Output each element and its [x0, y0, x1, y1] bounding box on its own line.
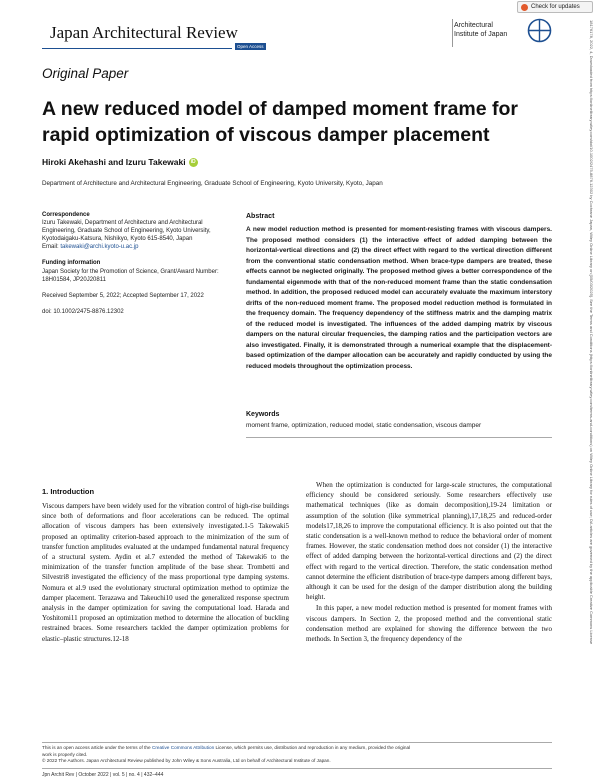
article-metadata	[42, 211, 232, 324]
keywords-heading: Keywords	[246, 411, 280, 418]
article-doi[interactable]: doi: 10.1002/2475-8876.12302	[42, 308, 124, 315]
header-divider	[452, 19, 453, 47]
journal-name: Japan Architectural Review	[50, 23, 238, 42]
intro-right-column	[306, 480, 552, 645]
abstract-heading: Abstract	[246, 213, 275, 220]
keywords-list: moment frame, optimization, reduced model, static condensation, viscous damper	[246, 422, 482, 429]
email-label: Email:	[42, 244, 61, 251]
funding-block	[42, 259, 232, 283]
license-text-pre: This is an open access article under the terms of the	[42, 745, 152, 750]
download-notice: 18176178, 2022, 4, Downloaded from https://onlinelibrary.wiley.com/doi/10.1002/2475-8876.12302 by Cochrane Japan, Wiley Online Library on [05/03/2025]. See the Terms and Conditions (https://onlinelibrary.wiley.com/terms-and-conditions) on Wiley Online Library for rules of use; OA articles are governed by the applicable Creative Commons License	[589, 20, 594, 645]
updates-icon	[521, 4, 528, 11]
license-line	[42, 745, 562, 752]
publisher-name-line1: Architectural	[454, 22, 493, 29]
section-heading-introduction: 1. Introduction	[42, 487, 95, 496]
email-link[interactable]: takewaki@archi.kyoto-u.ac.jp	[60, 244, 139, 251]
paper-type: Original Paper	[42, 66, 129, 81]
open-access-badge: Open Access	[237, 44, 264, 49]
authors	[42, 157, 198, 167]
check-for-updates-label: Check for updates	[531, 4, 580, 10]
intro-left-column: Viscous dampers have been widely used for the vibration control of high-rise buildings since both of deformations and floor accelerations can be reduced. The optimal allocation of viscous dampers has been extensively investigated.1-5 Takewaki5 proposed an optimality criterion-based approach to the minimization of the sum of transfer function amplitudes evaluated at the undamped fundamental natural frequency of a structural system. Aydin et al.7 extended the method of Takewaki6 to the minimization of the transfer function amplitude of the base shear. Trombetti and Silvestri8 investigated the efficiency of the mass proportional type damping systems. Nomura et al.9 used the evolutionary structural optimization method to optimize the damper placement. Terazawa and Takeuchi10 used the generalized response spectrum analysis in the damper optimization for saving the computational load. Harada and Yoshitomi11 proposed an optimization method to determine the allocation of buckling restrained braces. Some researchers tackled the damper optimization problems for elastic–plastic structures.12-18	[42, 502, 289, 643]
footer-rule	[42, 742, 552, 743]
license-link[interactable]: Creative Commons Attribution	[151, 745, 215, 750]
license-footer	[42, 745, 562, 765]
funding-heading: Funding information	[42, 260, 101, 267]
intro-paragraph: When the optimization is conducted for large-scale structures, the computational efficiency should be considered seriously. Some researchers effectively use mathematical techniques (like as domain decomposition),19-24 limitation or assumption of the solution (like symmetrical planning),17,18,25 and reduced-order models17,18,26 to improve the computational efficiency. It is also pointed out that the static condensation is a well-known method to reduce the behavioral order of moment frames. However, the static condensation method does not consider (1) the interactive effect of added damping between the horizontal-vertical directions and (2) the direct effect with regard to the vertical direction. Therefore, the static condensation method cannot determine the efficient distribution of brace-type dampers among different bays, although it can be used for the design of the damper distribution along the building height.	[306, 481, 552, 602]
abstract-text: A new model reduction method is presented for moment-resisting frames with viscous dampers. The proposed method considers (1) the interactive effect of added damping between the horizontal-vertical directions and (2) the direct effect with regard to the vertical direction different from the conventional static condensation method. When brace-type dampers are treated, these effects cannot be neglected originally. The proposed method gives a better correspondence of the fundamental eigenmode with that of the non-reduced moment frame than the static condensation method. In addition, the proposed reduced model can accurately evaluate the maximum interstory drifts of the non-reduced moment frame. The proposed model reduction method is formulated in the frequency domain. The frequency dependency of the stiffness matrix and the damping matrix of the reduced model is investigated. The influences of the added damping matrix by viscous dampers on the natural circular frequencies, the damping ratios and the participation vectors are also investigated. Finally, it is demonstrated through a numerical example that the displacement-based optimization of the damper allocation can be accurately and rapidly conducted by using the reduced models throughout the optimization process.	[246, 226, 552, 370]
citation-rule	[42, 768, 552, 769]
author-names: Hiroki Akehashi and Izuru Takewaki	[42, 157, 186, 167]
intro-paragraph: In this paper, a new model reduction method is presented for moment frames with viscous dampers. In Section 2, the proposed method and the conventional static condensation method are explained for showing the difference between the two methods. In Section 3, the frequency dependency of the	[306, 604, 552, 644]
correspondence-email	[42, 243, 232, 251]
correspondence-heading: Correspondence	[42, 212, 90, 218]
copyright-line: © 2022 The Authors. Japan Architectural Review published by John Wiley & Sons Australia, Ltd on behalf of Architectural Institute of Japan.	[42, 758, 331, 764]
journal-citation: Jpn Archit Rev | October 2022 | vol. 5 | no. 4 | 432–444	[42, 772, 164, 778]
aij-logo-icon	[527, 18, 552, 43]
journal-header	[42, 14, 552, 50]
orcid-icon[interactable]: iD	[190, 159, 196, 166]
keywords-rule	[246, 437, 552, 438]
correspondence-block	[42, 211, 232, 251]
publisher-name	[454, 21, 507, 39]
license-text-post: License, which permits use, distribution and reproduction in any medium, provided the original	[214, 745, 411, 750]
correspondence-address: Izuru Takewaki, Department of Architecture and Architectural Engineering, Graduate School of Engineering, Kyoto University, Kyotodaigaku-Katsura, Nishikyo, Kyoto 615-8540, Japan	[42, 220, 211, 243]
download-sidebar	[588, 20, 594, 760]
publisher-name-line2: Institute of Japan	[454, 31, 508, 38]
article-title: A new reduced model of damped moment frame for rapid optimization of viscous damper placement	[42, 98, 519, 146]
received-dates: Received September 5, 2022; Accepted September 17, 2022	[42, 292, 204, 299]
funding-details: Japan Society for the Promotion of Science, Grant/Award Number: 18H01584, JP20J20811	[42, 268, 219, 283]
affiliation: Department of Architecture and Architectural Engineering, Graduate School of Engineering, Kyoto University, Kyoto, Japan	[42, 180, 383, 187]
license-line-2: work is properly cited.	[42, 751, 88, 757]
header-rule	[42, 48, 232, 49]
check-for-updates-button[interactable]	[517, 1, 593, 13]
